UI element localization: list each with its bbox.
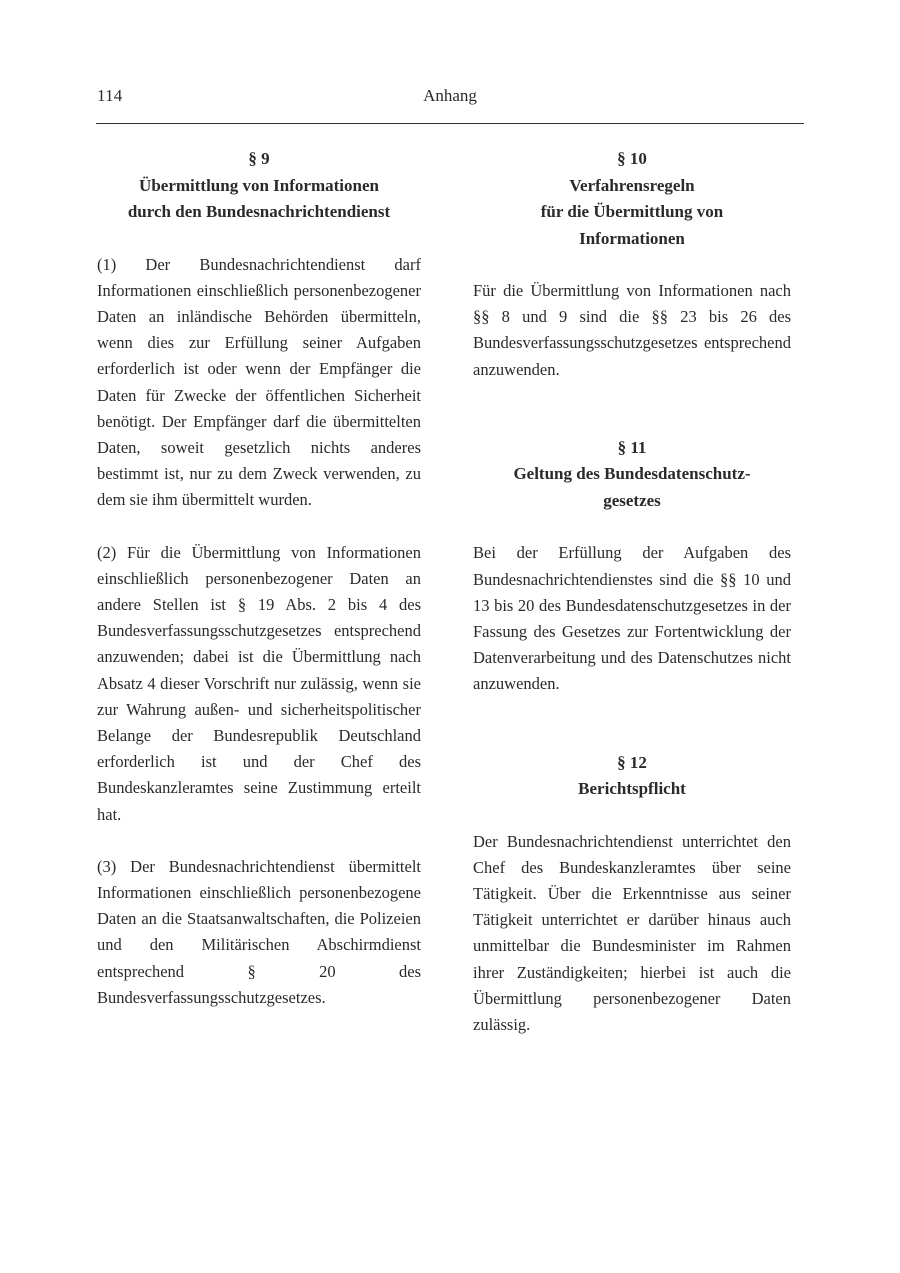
section-10: [473, 146, 791, 383]
section-number: § 9: [248, 149, 270, 168]
running-head: Anhang: [423, 86, 477, 105]
paragraph: Der Bundesnachrichtendienst unterrichtet den Chef des Bundeskanzleramtes über seine Tätigkeit. Über die Erkenntnisse aus seiner Tätigkeit unterrichtet er darüber hinaus auch unmittelbar die Bundesminister im Rahmen ihrer Zuständigkeiten; hierbei ist auch die Übermittlung personenbezogener Daten zulässig.: [473, 831, 791, 1034]
paragraph: (1) Der Bundesnachrichtendienst darf Informationen einschließlich personenbezogener Daten an inländische Behörden übermitteln, wenn dies zur Erfüllung seiner Aufgaben erforderlich ist oder wenn der Empfänger die Daten für Zwecke der öffentlichen Sicherheit benötigt. Der Empfänger darf die übermittelten Daten, soweit gesetzlich nichts anderes bestimmt ist, nur zu dem Zweck verwenden, zu dem sie ihm übermittelt wurden.: [97, 254, 421, 510]
section-title: [97, 173, 421, 226]
section-title-line: Informationen: [579, 228, 685, 248]
section-number: § 12: [617, 752, 647, 772]
paragraph: Bei der Erfüllung der Aufgaben des Bundesnachrichtendienstes sind die §§ 10 und 13 bis 20 des Bundesdatenschutzgesetzes in der Fassung des Gesetzes zur Fortentwicklung der Datenverarbeitung und des Datenschutzes nicht anzuwenden.: [473, 543, 791, 694]
section-number: § 11: [617, 437, 647, 457]
section-title-line: gesetzes: [603, 490, 661, 510]
section-title-line: durch den Bundesnachrichtendienst: [127, 202, 391, 221]
section-12: [473, 750, 791, 1039]
section-number: § 10: [617, 149, 647, 168]
section-title-line: Übermittlung von Informationen: [139, 175, 379, 195]
section-title-line: für die Übermittlung von: [540, 202, 724, 221]
paragraph: (3) Der Bundesnachrichtendienst übermittelt Informationen einschließlich personenbezogene Daten an die Staatsanwaltschaften, die Polizeien und den Militärischen Abschirmdienst entsprechend § 20 des Bundesverfassungsschutzgesetzes.: [97, 856, 421, 1007]
paragraph: (2) Für die Übermittlung von Informationen einschließlich personenbezogener Daten an andere Stellen ist § 19 Abs. 2 bis 4 des Bundesverfassungsschutzgesetzes entsprechend anzuwenden; dabei ist die Übermittlung nach Absatz 4 dieser Vorschrift nur zulässig, wenn sie zur Wahrung außen- und sicherheitspolitischer Belange der Bundesrepublik Deutschland erforderlich ist und der Chef des Bundeskanzleramtes seine Zustimmung erteilt hat.: [97, 542, 421, 824]
paragraph: Für die Übermittlung von Informationen nach §§ 8 und 9 sind die §§ 23 bis 26 des Bundesverfassungsschutzgesetzes entsprechend anzuwenden.: [473, 281, 791, 379]
left-column: [97, 146, 421, 1037]
section-title: [473, 461, 791, 514]
right-column: [473, 146, 791, 1064]
header-rule: [96, 123, 804, 124]
section-title: [473, 173, 791, 253]
section-title-line: Verfahrensregeln: [569, 175, 695, 195]
page-number: 114: [97, 86, 123, 105]
section-title-line: Berichtspflicht: [578, 779, 686, 799]
section-title-line: Geltung des Bundesdatenschutz-: [513, 464, 751, 484]
section-title: [473, 776, 791, 803]
section-9: [97, 146, 421, 1011]
section-11: [473, 435, 791, 698]
